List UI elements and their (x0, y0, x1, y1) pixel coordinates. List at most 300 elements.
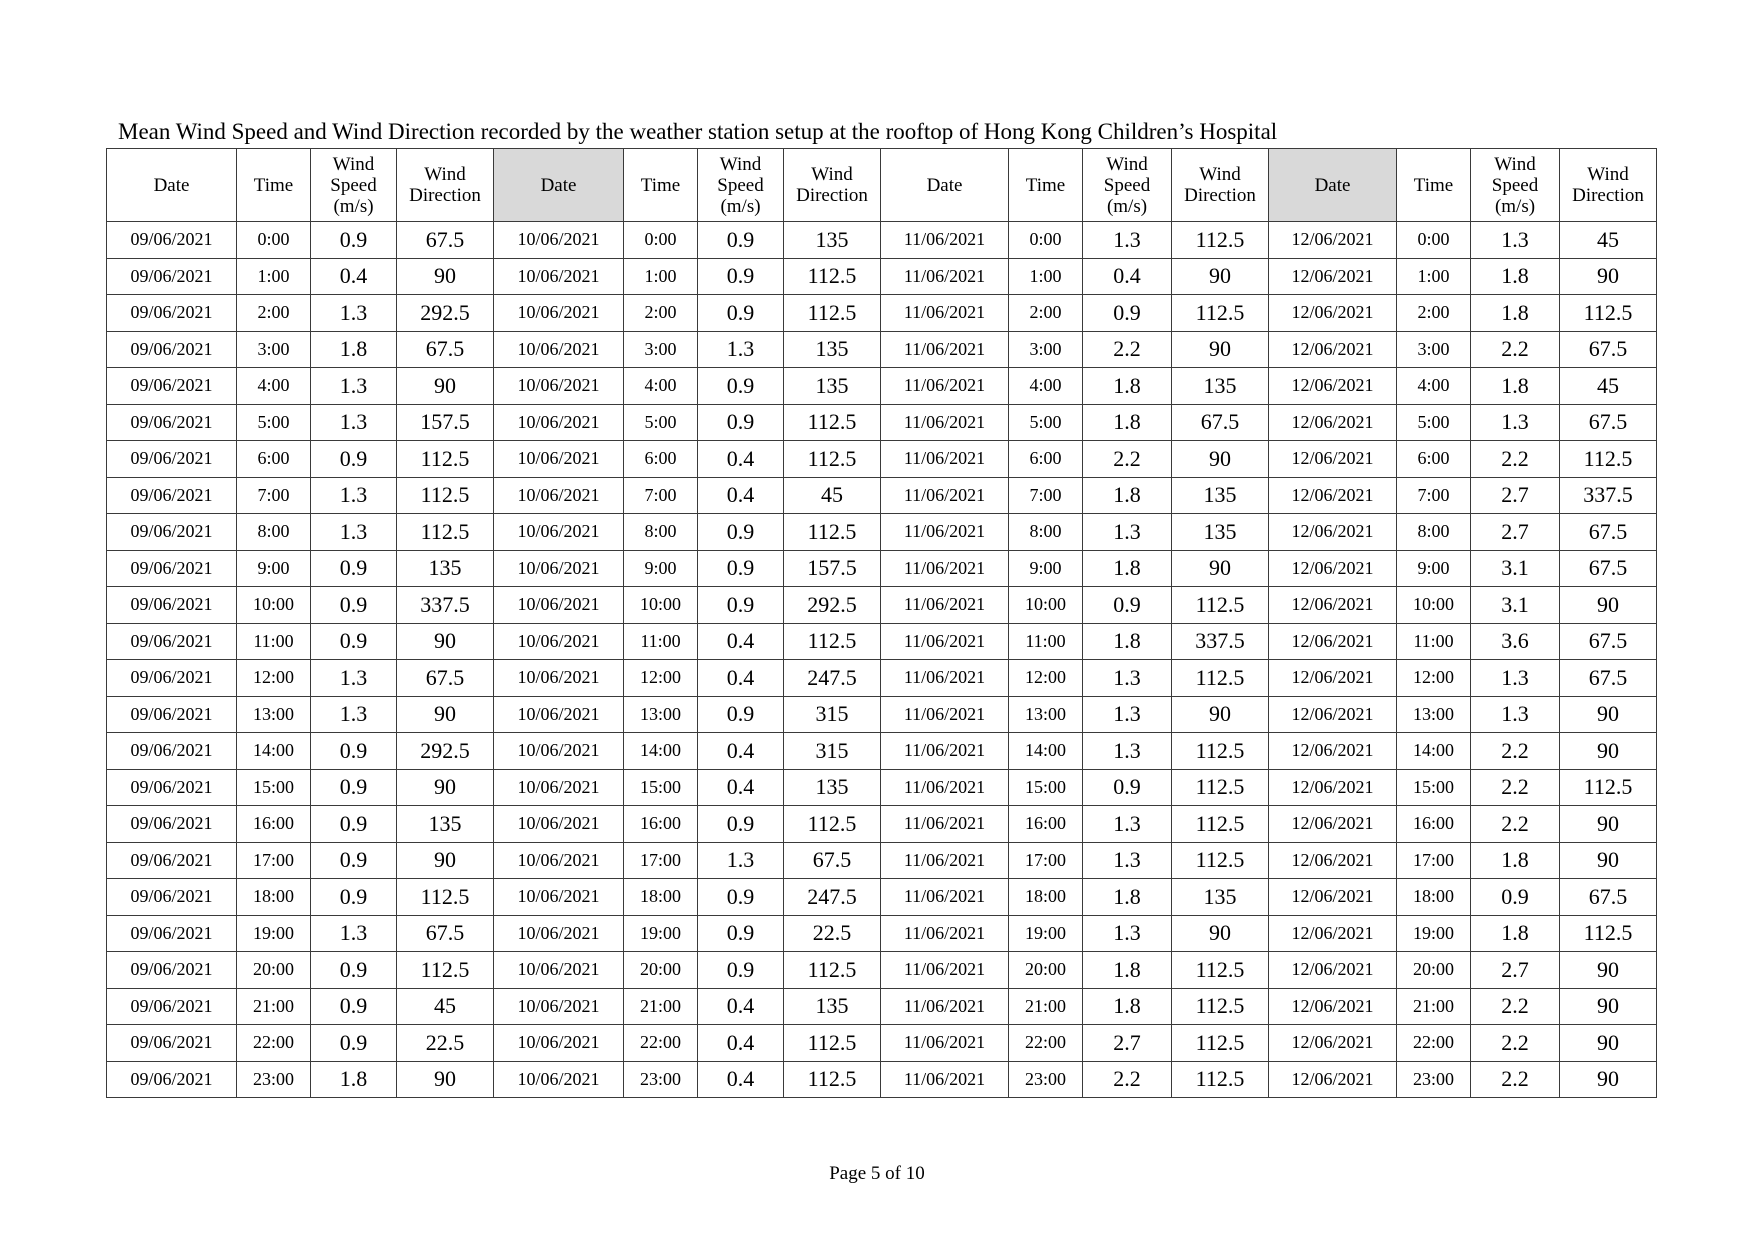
wind-direction-cell: 337.5 (1172, 623, 1269, 660)
wind-speed-cell: 0.4 (698, 660, 784, 697)
date-cell: 10/06/2021 (494, 988, 624, 1025)
date-cell: 10/06/2021 (494, 696, 624, 733)
wind-speed-cell: 1.3 (698, 842, 784, 879)
header-speed-4: Wind Speed (m/s) (1471, 149, 1560, 222)
wind-speed-cell: 2.7 (1471, 952, 1560, 989)
date-cell: 09/06/2021 (107, 258, 237, 295)
date-cell: 11/06/2021 (881, 404, 1009, 441)
wind-direction-cell: 247.5 (784, 660, 881, 697)
wind-speed-cell: 0.4 (698, 623, 784, 660)
date-cell: 12/06/2021 (1269, 1025, 1397, 1062)
wind-speed-cell: 1.8 (1083, 550, 1172, 587)
wind-speed-cell: 0.9 (698, 587, 784, 624)
wind-direction-cell: 90 (1560, 842, 1657, 879)
wind-direction-cell: 112.5 (1560, 295, 1657, 332)
header-date-3: Date (881, 149, 1009, 222)
date-cell: 11/06/2021 (881, 842, 1009, 879)
wind-speed-cell: 0.9 (698, 550, 784, 587)
wind-direction-cell: 112.5 (1560, 441, 1657, 478)
date-cell: 12/06/2021 (1269, 587, 1397, 624)
table-row (107, 1025, 1657, 1062)
time-cell: 18:00 (237, 879, 311, 916)
wind-direction-cell: 112.5 (784, 806, 881, 843)
time-cell: 5:00 (624, 404, 698, 441)
wind-speed-cell: 3.1 (1471, 587, 1560, 624)
wind-direction-cell: 67.5 (1560, 550, 1657, 587)
wind-speed-cell: 0.9 (311, 222, 397, 259)
time-cell: 13:00 (237, 696, 311, 733)
wind-direction-cell: 67.5 (397, 915, 494, 952)
time-cell: 10:00 (1397, 587, 1471, 624)
table-header-row (107, 149, 1657, 222)
wind-direction-cell: 90 (1172, 331, 1269, 368)
wind-direction-cell: 45 (397, 988, 494, 1025)
wind-direction-cell: 112.5 (784, 952, 881, 989)
wind-speed-cell: 1.8 (1471, 842, 1560, 879)
time-cell: 11:00 (624, 623, 698, 660)
time-cell: 16:00 (624, 806, 698, 843)
wind-speed-cell: 0.4 (698, 1025, 784, 1062)
time-cell: 0:00 (624, 222, 698, 259)
time-cell: 22:00 (237, 1025, 311, 1062)
date-cell: 11/06/2021 (881, 441, 1009, 478)
date-cell: 11/06/2021 (881, 733, 1009, 770)
wind-speed-cell: 2.7 (1471, 514, 1560, 551)
time-cell: 2:00 (624, 295, 698, 332)
wind-direction-cell: 67.5 (1560, 514, 1657, 551)
wind-speed-cell: 0.9 (698, 368, 784, 405)
time-cell: 0:00 (237, 222, 311, 259)
wind-direction-cell: 90 (1560, 696, 1657, 733)
time-cell: 4:00 (1397, 368, 1471, 405)
table-row (107, 331, 1657, 368)
wind-direction-cell: 157.5 (397, 404, 494, 441)
date-cell: 11/06/2021 (881, 514, 1009, 551)
time-cell: 10:00 (237, 587, 311, 624)
header-direction-2: Wind Direction (784, 149, 881, 222)
wind-direction-cell: 292.5 (784, 587, 881, 624)
wind-speed-cell: 0.9 (311, 441, 397, 478)
time-cell: 3:00 (237, 331, 311, 368)
date-cell: 10/06/2021 (494, 550, 624, 587)
time-cell: 3:00 (1397, 331, 1471, 368)
wind-direction-cell: 90 (1560, 952, 1657, 989)
date-cell: 09/06/2021 (107, 733, 237, 770)
date-cell: 12/06/2021 (1269, 368, 1397, 405)
wind-speed-cell: 0.4 (698, 477, 784, 514)
date-cell: 11/06/2021 (881, 587, 1009, 624)
date-cell: 12/06/2021 (1269, 550, 1397, 587)
date-cell: 12/06/2021 (1269, 1061, 1397, 1098)
date-cell: 09/06/2021 (107, 879, 237, 916)
time-cell: 3:00 (624, 331, 698, 368)
wind-direction-cell: 112.5 (784, 404, 881, 441)
date-cell: 10/06/2021 (494, 915, 624, 952)
date-cell: 09/06/2021 (107, 222, 237, 259)
wind-direction-cell: 67.5 (1560, 331, 1657, 368)
date-cell: 11/06/2021 (881, 769, 1009, 806)
time-cell: 12:00 (1009, 660, 1083, 697)
date-cell: 12/06/2021 (1269, 514, 1397, 551)
wind-direction-cell: 112.5 (784, 623, 881, 660)
wind-direction-cell: 67.5 (397, 660, 494, 697)
date-cell: 09/06/2021 (107, 769, 237, 806)
wind-direction-cell: 90 (1560, 587, 1657, 624)
wind-speed-cell: 2.7 (1083, 1025, 1172, 1062)
wind-direction-cell: 90 (1560, 988, 1657, 1025)
time-cell: 9:00 (237, 550, 311, 587)
wind-speed-cell: 1.3 (1083, 660, 1172, 697)
header-time-3: Time (1009, 149, 1083, 222)
time-cell: 22:00 (1009, 1025, 1083, 1062)
date-cell: 10/06/2021 (494, 368, 624, 405)
wind-direction-cell: 67.5 (1560, 879, 1657, 916)
table-row (107, 842, 1657, 879)
time-cell: 8:00 (1009, 514, 1083, 551)
time-cell: 14:00 (1397, 733, 1471, 770)
time-cell: 5:00 (1397, 404, 1471, 441)
wind-speed-cell: 0.9 (311, 550, 397, 587)
table-row (107, 295, 1657, 332)
date-cell: 09/06/2021 (107, 404, 237, 441)
wind-direction-cell: 45 (784, 477, 881, 514)
time-cell: 22:00 (624, 1025, 698, 1062)
table-row (107, 733, 1657, 770)
date-cell: 12/06/2021 (1269, 915, 1397, 952)
date-cell: 11/06/2021 (881, 331, 1009, 368)
time-cell: 22:00 (1397, 1025, 1471, 1062)
wind-direction-cell: 90 (1172, 550, 1269, 587)
date-cell: 12/06/2021 (1269, 404, 1397, 441)
date-cell: 09/06/2021 (107, 514, 237, 551)
date-cell: 09/06/2021 (107, 915, 237, 952)
date-cell: 11/06/2021 (881, 988, 1009, 1025)
time-cell: 6:00 (624, 441, 698, 478)
time-cell: 7:00 (624, 477, 698, 514)
wind-speed-cell: 2.2 (1471, 769, 1560, 806)
date-cell: 09/06/2021 (107, 806, 237, 843)
wind-speed-cell: 0.9 (311, 806, 397, 843)
date-cell: 11/06/2021 (881, 222, 1009, 259)
wind-direction-cell: 67.5 (784, 842, 881, 879)
wind-speed-cell: 1.8 (1471, 368, 1560, 405)
time-cell: 20:00 (624, 952, 698, 989)
wind-direction-cell: 135 (784, 368, 881, 405)
time-cell: 1:00 (237, 258, 311, 295)
wind-speed-cell: 0.9 (698, 879, 784, 916)
time-cell: 17:00 (624, 842, 698, 879)
time-cell: 15:00 (237, 769, 311, 806)
wind-speed-cell: 0.9 (698, 915, 784, 952)
wind-speed-cell: 1.8 (311, 1061, 397, 1098)
time-cell: 16:00 (1009, 806, 1083, 843)
wind-speed-cell: 1.3 (1083, 915, 1172, 952)
wind-direction-cell: 112.5 (1172, 842, 1269, 879)
time-cell: 19:00 (624, 915, 698, 952)
date-cell: 09/06/2021 (107, 587, 237, 624)
wind-direction-cell: 135 (1172, 879, 1269, 916)
time-cell: 23:00 (1009, 1061, 1083, 1098)
time-cell: 6:00 (1397, 441, 1471, 478)
date-cell: 11/06/2021 (881, 806, 1009, 843)
wind-direction-cell: 67.5 (397, 222, 494, 259)
wind-direction-cell: 112.5 (1172, 222, 1269, 259)
wind-speed-cell: 0.9 (698, 295, 784, 332)
wind-speed-cell: 0.9 (311, 988, 397, 1025)
table-row (107, 587, 1657, 624)
date-cell: 09/06/2021 (107, 295, 237, 332)
wind-direction-cell: 90 (397, 258, 494, 295)
time-cell: 5:00 (237, 404, 311, 441)
wind-speed-cell: 0.9 (698, 258, 784, 295)
date-cell: 11/06/2021 (881, 915, 1009, 952)
date-cell: 10/06/2021 (494, 441, 624, 478)
time-cell: 15:00 (1009, 769, 1083, 806)
time-cell: 21:00 (237, 988, 311, 1025)
wind-speed-cell: 2.2 (1471, 1025, 1560, 1062)
time-cell: 8:00 (624, 514, 698, 551)
wind-speed-cell: 1.8 (1083, 623, 1172, 660)
date-cell: 11/06/2021 (881, 879, 1009, 916)
wind-direction-cell: 112.5 (1560, 915, 1657, 952)
wind-speed-cell: 2.2 (1471, 806, 1560, 843)
wind-direction-cell: 90 (397, 769, 494, 806)
time-cell: 12:00 (1397, 660, 1471, 697)
wind-speed-cell: 1.3 (311, 660, 397, 697)
date-cell: 10/06/2021 (494, 660, 624, 697)
wind-direction-cell: 112.5 (1172, 660, 1269, 697)
table-row (107, 222, 1657, 259)
wind-speed-cell: 1.8 (1471, 915, 1560, 952)
wind-speed-cell: 0.9 (698, 222, 784, 259)
wind-direction-cell: 90 (1172, 441, 1269, 478)
wind-speed-cell: 1.3 (311, 295, 397, 332)
header-time-4: Time (1397, 149, 1471, 222)
wind-direction-cell: 112.5 (1172, 295, 1269, 332)
time-cell: 4:00 (237, 368, 311, 405)
wind-direction-cell: 112.5 (1560, 769, 1657, 806)
header-direction-3: Wind Direction (1172, 149, 1269, 222)
wind-direction-cell: 135 (784, 988, 881, 1025)
wind-speed-cell: 2.2 (1471, 441, 1560, 478)
date-cell: 09/06/2021 (107, 1025, 237, 1062)
time-cell: 10:00 (1009, 587, 1083, 624)
date-cell: 09/06/2021 (107, 952, 237, 989)
page-number: Page 5 of 10 (829, 1163, 925, 1184)
time-cell: 23:00 (237, 1061, 311, 1098)
wind-direction-cell: 67.5 (1560, 623, 1657, 660)
date-cell: 11/06/2021 (881, 696, 1009, 733)
table-title: Mean Wind Speed and Wind Direction recorded by the weather station setup at the rooftop of Hong Kong Children’s Hospital (118, 119, 1278, 144)
time-cell: 9:00 (1397, 550, 1471, 587)
wind-direction-cell: 112.5 (1172, 733, 1269, 770)
wind-direction-cell: 247.5 (784, 879, 881, 916)
date-cell: 12/06/2021 (1269, 477, 1397, 514)
time-cell: 23:00 (624, 1061, 698, 1098)
wind-direction-cell: 292.5 (397, 733, 494, 770)
time-cell: 7:00 (1009, 477, 1083, 514)
wind-speed-cell: 1.3 (1471, 404, 1560, 441)
time-cell: 4:00 (624, 368, 698, 405)
wind-direction-cell: 157.5 (784, 550, 881, 587)
wind-speed-cell: 2.2 (1083, 441, 1172, 478)
time-cell: 6:00 (237, 441, 311, 478)
time-cell: 14:00 (237, 733, 311, 770)
wind-direction-cell: 90 (1172, 915, 1269, 952)
time-cell: 2:00 (1009, 295, 1083, 332)
wind-speed-cell: 0.9 (698, 404, 784, 441)
time-cell: 12:00 (237, 660, 311, 697)
time-cell: 1:00 (624, 258, 698, 295)
date-cell: 10/06/2021 (494, 769, 624, 806)
table-row (107, 477, 1657, 514)
wind-direction-cell: 90 (1560, 733, 1657, 770)
date-cell: 12/06/2021 (1269, 733, 1397, 770)
wind-speed-cell: 1.3 (311, 915, 397, 952)
time-cell: 20:00 (1397, 952, 1471, 989)
date-cell: 09/06/2021 (107, 550, 237, 587)
wind-direction-cell: 112.5 (784, 1025, 881, 1062)
date-cell: 11/06/2021 (881, 952, 1009, 989)
header-date-4: Date (1269, 149, 1397, 222)
date-cell: 10/06/2021 (494, 1061, 624, 1098)
time-cell: 14:00 (1009, 733, 1083, 770)
wind-speed-cell: 2.2 (1471, 1061, 1560, 1098)
wind-speed-cell: 0.4 (698, 441, 784, 478)
wind-speed-cell: 1.3 (1471, 222, 1560, 259)
wind-direction-cell: 90 (1172, 258, 1269, 295)
wind-direction-cell: 67.5 (1560, 660, 1657, 697)
wind-direction-cell: 112.5 (784, 514, 881, 551)
time-cell: 16:00 (1397, 806, 1471, 843)
wind-direction-cell: 135 (1172, 368, 1269, 405)
time-cell: 11:00 (1009, 623, 1083, 660)
wind-direction-cell: 112.5 (1172, 769, 1269, 806)
date-cell: 12/06/2021 (1269, 441, 1397, 478)
date-cell: 09/06/2021 (107, 988, 237, 1025)
wind-speed-cell: 2.2 (1083, 1061, 1172, 1098)
wind-speed-cell: 3.6 (1471, 623, 1560, 660)
date-cell: 11/06/2021 (881, 623, 1009, 660)
date-cell: 12/06/2021 (1269, 696, 1397, 733)
header-speed-2: Wind Speed (m/s) (698, 149, 784, 222)
wind-speed-cell: 1.3 (1471, 660, 1560, 697)
wind-speed-cell: 1.8 (1083, 988, 1172, 1025)
wind-direction-cell: 90 (1172, 696, 1269, 733)
wind-direction-cell: 45 (1560, 368, 1657, 405)
date-cell: 09/06/2021 (107, 368, 237, 405)
header-date-2: Date (494, 149, 624, 222)
wind-speed-cell: 1.3 (311, 514, 397, 551)
time-cell: 10:00 (624, 587, 698, 624)
header-date-1: Date (107, 149, 237, 222)
wind-speed-cell: 2.2 (1471, 331, 1560, 368)
wind-speed-cell: 1.3 (1083, 514, 1172, 551)
wind-speed-cell: 2.7 (1471, 477, 1560, 514)
wind-speed-cell: 0.9 (1471, 879, 1560, 916)
wind-direction-cell: 67.5 (397, 331, 494, 368)
wind-speed-cell: 0.9 (311, 842, 397, 879)
table-row (107, 879, 1657, 916)
wind-direction-cell: 90 (397, 368, 494, 405)
date-cell: 11/06/2021 (881, 295, 1009, 332)
table-row (107, 550, 1657, 587)
wind-speed-cell: 0.9 (311, 733, 397, 770)
date-cell: 10/06/2021 (494, 1025, 624, 1062)
time-cell: 5:00 (1009, 404, 1083, 441)
table-row (107, 769, 1657, 806)
time-cell: 8:00 (1397, 514, 1471, 551)
table-row (107, 623, 1657, 660)
date-cell: 10/06/2021 (494, 477, 624, 514)
time-cell: 21:00 (1397, 988, 1471, 1025)
wind-speed-cell: 0.9 (698, 952, 784, 989)
wind-speed-cell: 0.9 (311, 769, 397, 806)
wind-direction-cell: 112.5 (1172, 952, 1269, 989)
time-cell: 20:00 (1009, 952, 1083, 989)
date-cell: 10/06/2021 (494, 514, 624, 551)
wind-direction-cell: 90 (1560, 806, 1657, 843)
wind-direction-cell: 135 (784, 331, 881, 368)
date-cell: 10/06/2021 (494, 295, 624, 332)
wind-speed-cell: 0.4 (1083, 258, 1172, 295)
time-cell: 1:00 (1397, 258, 1471, 295)
date-cell: 12/06/2021 (1269, 879, 1397, 916)
date-cell: 10/06/2021 (494, 258, 624, 295)
wind-speed-cell: 1.8 (1083, 952, 1172, 989)
wind-direction-cell: 45 (1560, 222, 1657, 259)
header-time-2: Time (624, 149, 698, 222)
date-cell: 10/06/2021 (494, 733, 624, 770)
wind-direction-cell: 135 (397, 550, 494, 587)
wind-direction-cell: 112.5 (784, 441, 881, 478)
date-cell: 10/06/2021 (494, 587, 624, 624)
wind-direction-cell: 22.5 (397, 1025, 494, 1062)
time-cell: 19:00 (237, 915, 311, 952)
wind-direction-cell: 90 (1560, 1061, 1657, 1098)
wind-speed-cell: 2.2 (1471, 733, 1560, 770)
time-cell: 0:00 (1397, 222, 1471, 259)
date-cell: 12/06/2021 (1269, 988, 1397, 1025)
wind-direction-cell: 90 (397, 1061, 494, 1098)
wind-direction-cell: 112.5 (397, 952, 494, 989)
table-row (107, 514, 1657, 551)
time-cell: 12:00 (624, 660, 698, 697)
wind-direction-cell: 112.5 (784, 295, 881, 332)
wind-direction-cell: 112.5 (784, 1061, 881, 1098)
table-row (107, 404, 1657, 441)
wind-direction-cell: 315 (784, 696, 881, 733)
wind-speed-cell: 1.8 (1471, 258, 1560, 295)
date-cell: 09/06/2021 (107, 331, 237, 368)
table-row (107, 660, 1657, 697)
time-cell: 23:00 (1397, 1061, 1471, 1098)
time-cell: 21:00 (1009, 988, 1083, 1025)
wind-direction-cell: 112.5 (784, 258, 881, 295)
wind-direction-cell: 135 (784, 222, 881, 259)
date-cell: 12/06/2021 (1269, 952, 1397, 989)
time-cell: 11:00 (237, 623, 311, 660)
wind-direction-cell: 112.5 (397, 441, 494, 478)
date-cell: 11/06/2021 (881, 1025, 1009, 1062)
wind-speed-cell: 2.2 (1471, 988, 1560, 1025)
date-cell: 10/06/2021 (494, 222, 624, 259)
date-cell: 09/06/2021 (107, 696, 237, 733)
date-cell: 12/06/2021 (1269, 769, 1397, 806)
wind-direction-cell: 337.5 (1560, 477, 1657, 514)
date-cell: 09/06/2021 (107, 842, 237, 879)
time-cell: 19:00 (1009, 915, 1083, 952)
